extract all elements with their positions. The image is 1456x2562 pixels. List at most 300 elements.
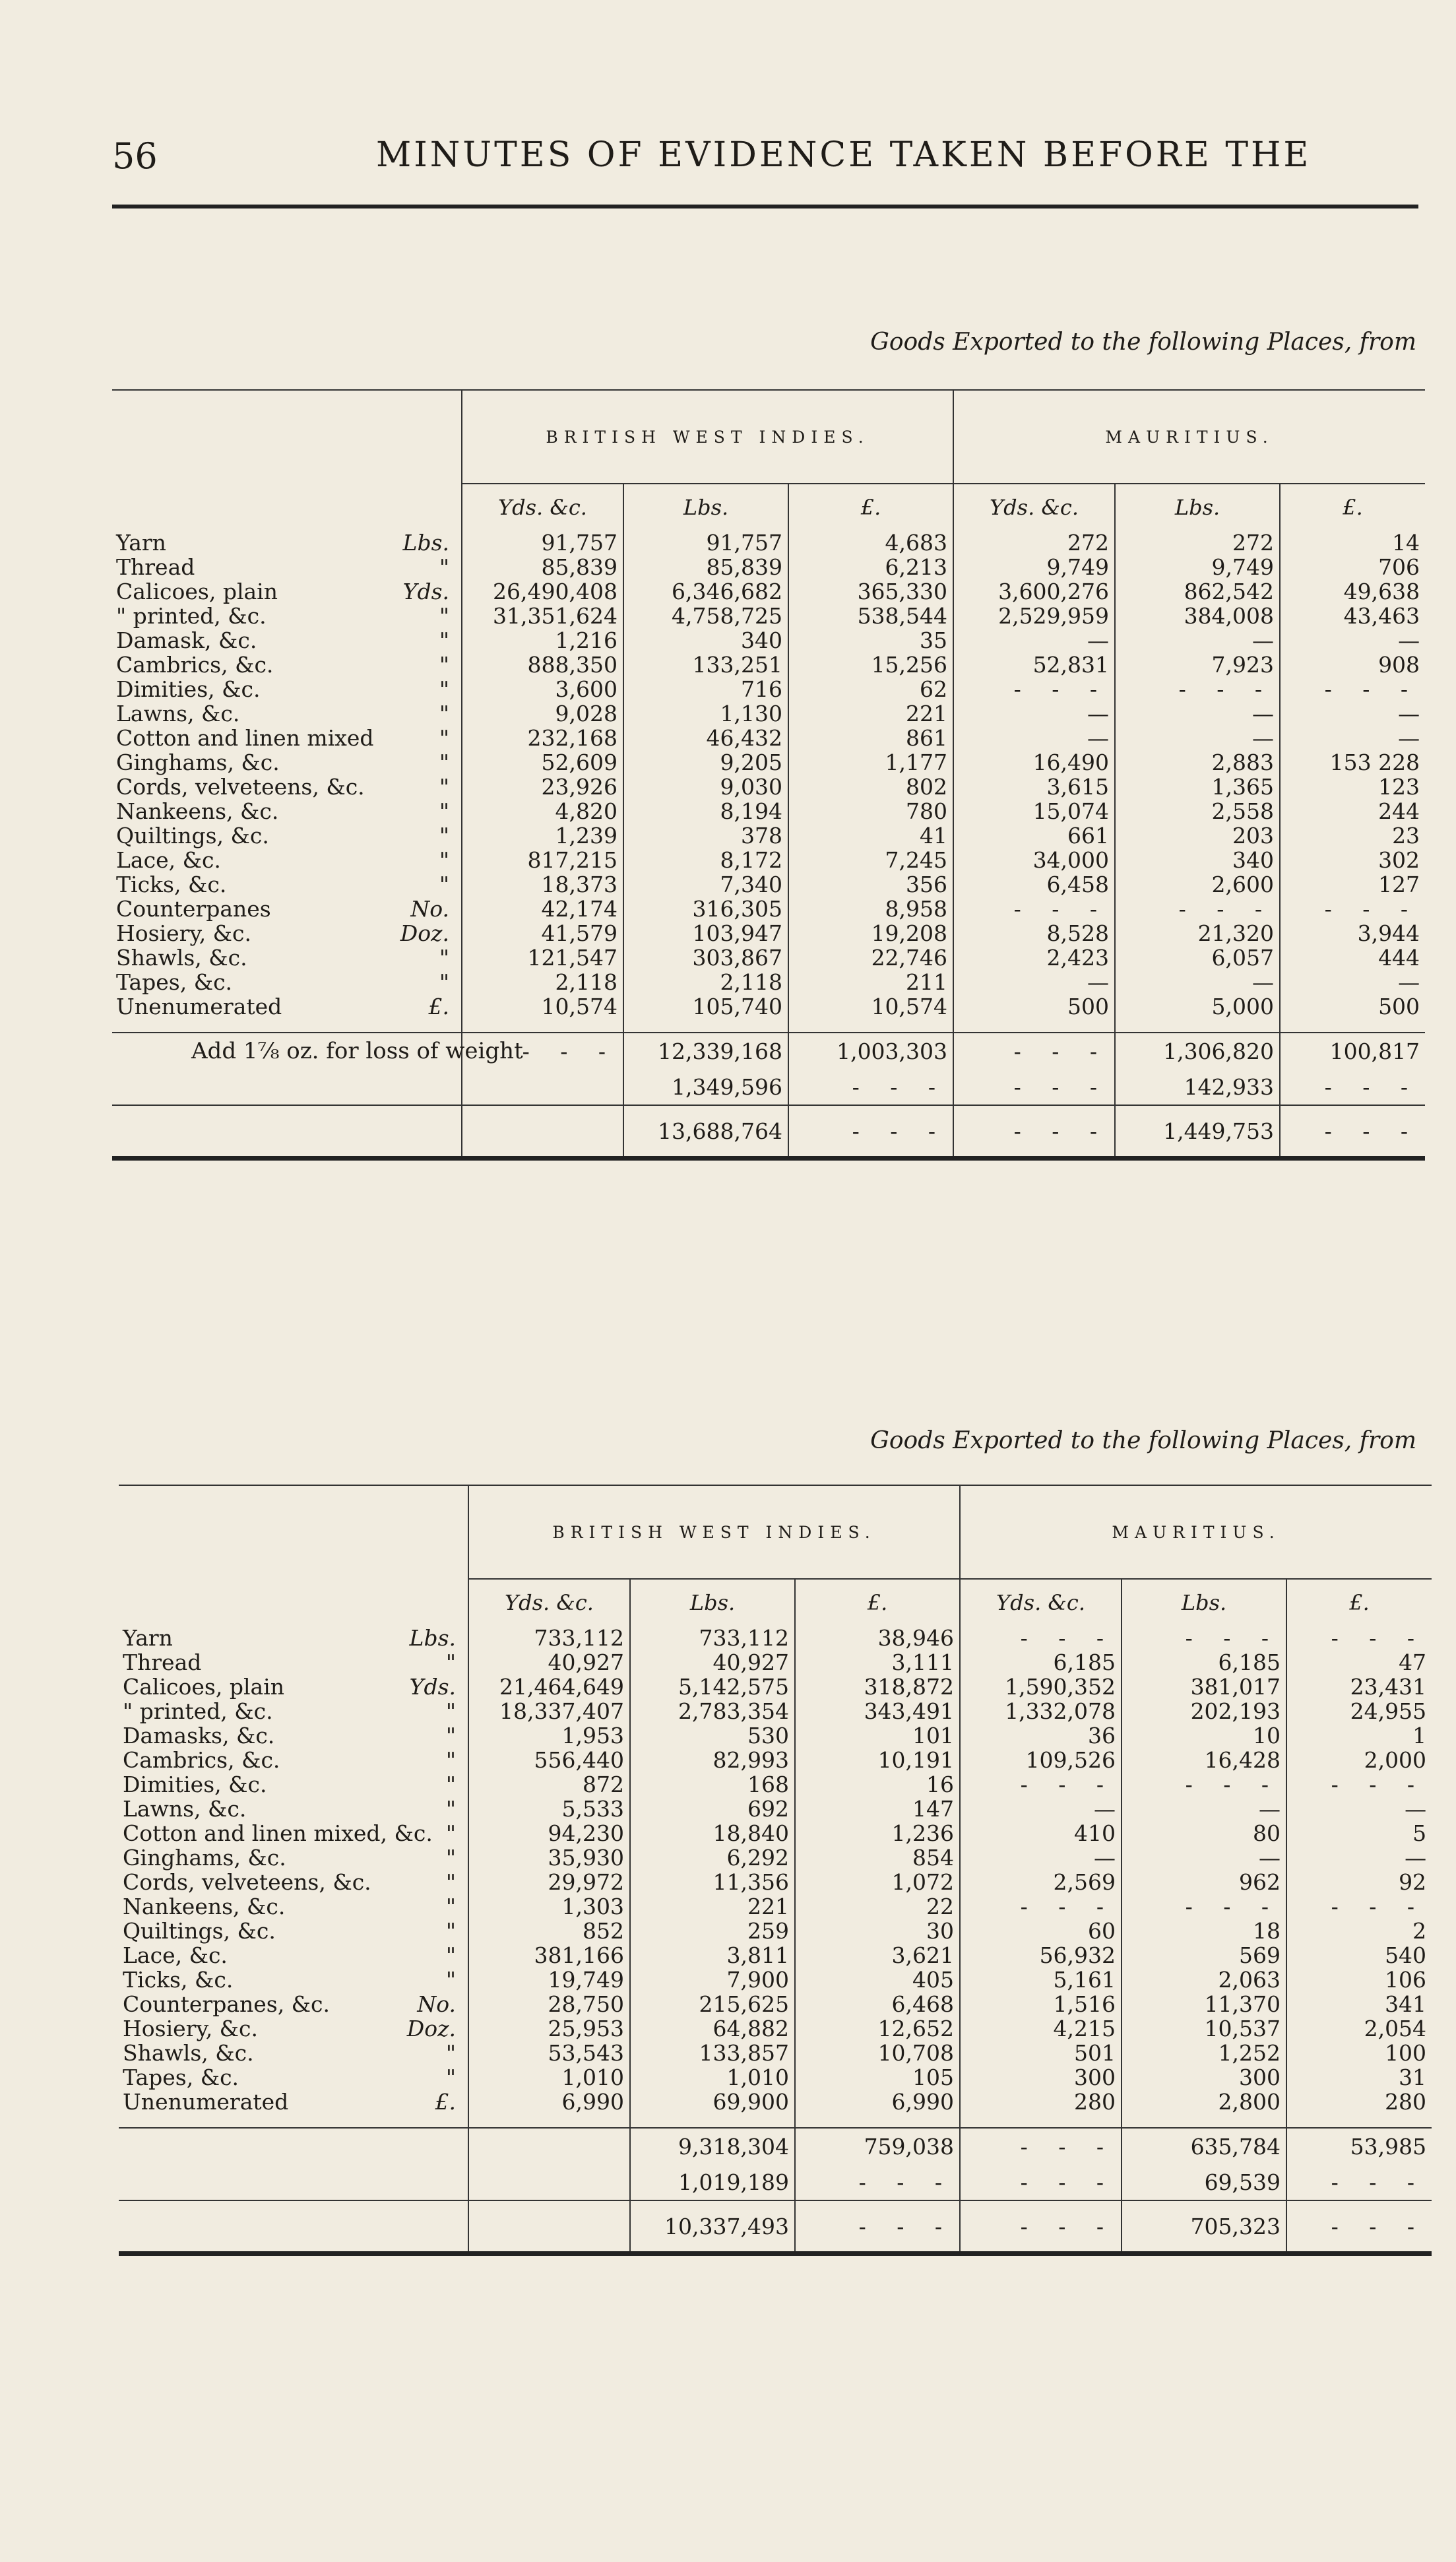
region-header-british-west-indies: BRITISH WEST INDIES. [462, 390, 953, 484]
unit-header: Lbs. [1115, 484, 1280, 530]
cell-value: 2,118 [462, 970, 623, 994]
add-label [119, 2128, 468, 2164]
cell-value: 69,900 [630, 2090, 795, 2114]
exports-table-1 [112, 389, 1425, 1161]
total-value: - - - [1280, 1105, 1425, 1159]
cell-value: 8,194 [623, 799, 788, 823]
cell-value: - - - [960, 1772, 1122, 1797]
cell-value: 356 [788, 872, 953, 897]
total-value: - - - [788, 1105, 953, 1159]
cell-value: - - - [1115, 897, 1280, 921]
row-label [112, 872, 462, 897]
cell-value: 31 [1286, 2065, 1432, 2090]
cell-value: — [1122, 1797, 1286, 1821]
item-unit: " [439, 701, 449, 726]
cell-value: 127 [1280, 872, 1425, 897]
table-row [112, 628, 1425, 653]
row-label [112, 994, 462, 1019]
item-name: Cambrics, &c. [116, 652, 274, 678]
row-label [119, 1626, 468, 1650]
item-unit: " [445, 1918, 456, 1944]
cell-value: — [953, 701, 1115, 726]
spacer-cell [960, 2114, 1122, 2128]
cell-value: 9,028 [462, 701, 623, 726]
item-unit: £. [435, 2089, 456, 2115]
row-label [119, 1870, 468, 1894]
item-unit: Doz. [400, 920, 449, 946]
row-label [112, 628, 462, 653]
cell-value: 2,529,959 [953, 604, 1115, 628]
cell-value: - - - [1122, 1894, 1286, 1919]
cell-value: - - - [953, 897, 1115, 921]
row-label [119, 1650, 468, 1675]
cell-value: 35,930 [468, 1845, 630, 1870]
cell-value: 872 [468, 1772, 630, 1797]
item-name: Ginghams, &c. [116, 750, 280, 775]
cell-value: 2,783,354 [630, 1699, 795, 1723]
table-1-caption: Goods Exported to the following Places, from [870, 329, 1416, 356]
cell-value: 6,990 [468, 2090, 630, 2114]
cell-value: 52,609 [462, 750, 623, 775]
unit-header: Yds. &c. [960, 1579, 1122, 1626]
cell-value: 6,468 [795, 1992, 960, 2016]
cell-value: 244 [1280, 799, 1425, 823]
row-label [112, 750, 462, 775]
row-label [112, 945, 462, 970]
table-row [119, 1943, 1432, 1968]
item-name: Hosiery, &c. [116, 920, 252, 946]
total-value: - - - [1286, 2200, 1432, 2254]
cell-value: 410 [960, 1821, 1122, 1845]
row-label [119, 1675, 468, 1699]
cell-value: 62 [788, 677, 953, 701]
item-unit: " [445, 1845, 456, 1871]
row-label [119, 1992, 468, 2016]
table-row [119, 1992, 1432, 2016]
total-value: 1,449,753 [1115, 1105, 1280, 1159]
cell-value: 2,054 [1286, 2016, 1432, 2041]
item-name: Cotton and linen mixed, &c. [123, 1820, 433, 1846]
item-unit: " [445, 1772, 456, 1797]
cell-value: 861 [788, 726, 953, 750]
table-row [112, 848, 1425, 872]
row-label-header [119, 1485, 468, 1579]
cell-value: 47 [1286, 1650, 1432, 1675]
item-name: Damasks, &c. [123, 1723, 275, 1748]
table-row [119, 1894, 1432, 1919]
cell-value: — [953, 970, 1115, 994]
cell-value: - - - [1280, 677, 1425, 701]
table-row [119, 1870, 1432, 1894]
sum-value [462, 1069, 623, 1105]
cell-value: — [1280, 970, 1425, 994]
cell-value: 1,130 [623, 701, 788, 726]
row-label [112, 579, 462, 604]
cell-value: 30 [795, 1919, 960, 1943]
table-row [112, 530, 1425, 555]
sum-value [468, 2128, 630, 2164]
cell-value: 21,320 [1115, 921, 1280, 945]
sum-value: - - - [788, 1069, 953, 1105]
cell-value: 6,057 [1115, 945, 1280, 970]
cell-value: 2,423 [953, 945, 1115, 970]
cell-value: 6,185 [960, 1650, 1122, 1675]
sum-value: - - - [1286, 2164, 1432, 2200]
cell-value: 14 [1280, 530, 1425, 555]
cell-value: 7,923 [1115, 653, 1280, 677]
sum-value: 142,933 [1115, 1069, 1280, 1105]
cell-value: 3,615 [953, 775, 1115, 799]
cell-value: 82,993 [630, 1748, 795, 1772]
cell-value: 4,215 [960, 2016, 1122, 2041]
page-header [112, 135, 1418, 195]
total-row [112, 1105, 1425, 1159]
add-row [112, 1033, 1425, 1069]
cell-value: 303,867 [623, 945, 788, 970]
cell-value: 52,831 [953, 653, 1115, 677]
total-value: 10,337,493 [630, 2200, 795, 2254]
cell-value: 1,236 [795, 1821, 960, 1845]
item-name: Calicoes, plain [116, 579, 278, 604]
cell-value: 6,292 [630, 1845, 795, 1870]
sum-value: 69,539 [1122, 2164, 1286, 2200]
item-name: Dimities, &c. [116, 676, 261, 702]
row-label [112, 530, 462, 555]
row-label [112, 799, 462, 823]
cell-value: 6,458 [953, 872, 1115, 897]
table-row [119, 1675, 1432, 1699]
cell-value: 8,172 [623, 848, 788, 872]
sum-value: 1,019,189 [630, 2164, 795, 2200]
table-row [119, 1699, 1432, 1723]
cell-value: 153 228 [1280, 750, 1425, 775]
spacer-cell [468, 2114, 630, 2128]
add-row [119, 2128, 1432, 2164]
spacer-row [112, 1019, 1425, 1033]
item-unit: No. [417, 1991, 456, 2017]
spacer-label [112, 1019, 462, 1033]
item-name: Damask, &c. [116, 627, 257, 653]
cell-value: 11,356 [630, 1870, 795, 1894]
cell-value: 854 [795, 1845, 960, 1870]
item-name: Quiltings, &c. [123, 1918, 276, 1944]
cell-value: 123 [1280, 775, 1425, 799]
row-label [119, 1699, 468, 1723]
cell-value: 36 [960, 1723, 1122, 1748]
table-row [119, 1797, 1432, 1821]
cell-value: 272 [1115, 530, 1280, 555]
table-row [112, 945, 1425, 970]
cell-value: 9,749 [1115, 555, 1280, 579]
item-name: Cords, velveteens, &c. [116, 774, 365, 800]
cell-value: 538,544 [788, 604, 953, 628]
cell-value: 18 [1122, 1919, 1286, 1943]
cell-value: 5 [1286, 1821, 1432, 1845]
cell-value: 49,638 [1280, 579, 1425, 604]
cell-value: - - - [960, 1894, 1122, 1919]
item-unit: " [445, 1698, 456, 1724]
cell-value: 41 [788, 823, 953, 848]
cell-value: 569 [1122, 1943, 1286, 1968]
item-unit: " [439, 603, 449, 629]
cell-value: 16,490 [953, 750, 1115, 775]
cell-value: 29,972 [468, 1870, 630, 1894]
spacer-label [119, 2114, 468, 2128]
cell-value: 3,600 [462, 677, 623, 701]
cell-value: 1,516 [960, 1992, 1122, 2016]
unit-header: Yds. &c. [953, 484, 1115, 530]
item-unit: " [439, 554, 449, 580]
row-label [112, 897, 462, 921]
spacer-cell [1280, 1019, 1425, 1033]
row-label [112, 848, 462, 872]
cell-value: 733,112 [630, 1626, 795, 1650]
spacer-cell [630, 2114, 795, 2128]
cell-value: - - - [960, 1626, 1122, 1650]
item-name: Quiltings, &c. [116, 823, 269, 849]
spacer-cell [795, 2114, 960, 2128]
cell-value: 211 [788, 970, 953, 994]
item-unit: " [445, 2040, 456, 2066]
unit-header: Lbs. [623, 484, 788, 530]
item-name: Lace, &c. [116, 847, 221, 873]
total-value: 13,688,764 [623, 1105, 788, 1159]
cell-value: 1,303 [468, 1894, 630, 1919]
header-rule [112, 205, 1418, 208]
cell-value: 10,574 [788, 994, 953, 1019]
row-label [112, 775, 462, 799]
cell-value: 35 [788, 628, 953, 653]
item-unit: " [445, 1869, 456, 1895]
unit-header: Lbs. [1122, 1579, 1286, 1626]
table-row [112, 775, 1425, 799]
cell-value: 6,990 [795, 2090, 960, 2114]
cell-value: 203 [1115, 823, 1280, 848]
cell-value: 4,820 [462, 799, 623, 823]
cell-value: 25,953 [468, 2016, 630, 2041]
cell-value: 2,558 [1115, 799, 1280, 823]
cell-value: 733,112 [468, 1626, 630, 1650]
cell-value: 908 [1280, 653, 1425, 677]
sum-value: 1,003,303 [788, 1033, 953, 1069]
cell-value: — [960, 1797, 1122, 1821]
cell-value: 280 [1286, 2090, 1432, 2114]
cell-value: 28,750 [468, 1992, 630, 2016]
table-row [119, 1919, 1432, 1943]
item-name: Unenumerated [123, 2089, 289, 2115]
cell-value: 9,205 [623, 750, 788, 775]
cell-value: 5,161 [960, 1968, 1122, 1992]
spacer-cell [953, 1019, 1115, 1033]
item-unit: " [445, 1894, 456, 1919]
cell-value: 133,251 [623, 653, 788, 677]
total-value: - - - [960, 2200, 1122, 2254]
spacer-cell [623, 1019, 788, 1033]
row-label [119, 1797, 468, 1821]
item-unit: " [439, 969, 449, 995]
cell-value: 852 [468, 1919, 630, 1943]
item-unit: " [445, 1820, 456, 1846]
cell-value: 15,256 [788, 653, 953, 677]
cell-value: 1,216 [462, 628, 623, 653]
item-name: Unenumerated [116, 994, 282, 1019]
cell-value: 103,947 [623, 921, 788, 945]
unit-header-row [112, 484, 1425, 530]
cell-value: 133,857 [630, 2041, 795, 2065]
cell-value: 80 [1122, 1821, 1286, 1845]
item-unit: £. [428, 994, 449, 1019]
unit-header: £. [795, 1579, 960, 1626]
item-name: Cords, velveteens, &c. [123, 1869, 371, 1895]
item-name: Nankeens, &c. [123, 1894, 286, 1919]
table-row [112, 726, 1425, 750]
item-name: Counterpanes [116, 896, 271, 922]
cell-value: 817,215 [462, 848, 623, 872]
cell-value: - - - [1280, 897, 1425, 921]
row-label [119, 2041, 468, 2065]
cell-value: 16 [795, 1772, 960, 1797]
cell-value: 10,191 [795, 1748, 960, 1772]
table-row [112, 579, 1425, 604]
region-header-mauritius: MAURITIUS. [953, 390, 1425, 484]
cell-value: 300 [960, 2065, 1122, 2090]
row-label [112, 604, 462, 628]
exports-table-2 [119, 1485, 1432, 2256]
cell-value: 10,708 [795, 2041, 960, 2065]
item-unit: " [445, 1747, 456, 1773]
cell-value: 381,017 [1122, 1675, 1286, 1699]
cell-value: — [1115, 701, 1280, 726]
cell-value: 106 [1286, 1968, 1432, 1992]
row-label [119, 2065, 468, 2090]
add-label [112, 1069, 462, 1105]
cell-value: 341 [1286, 1992, 1432, 2016]
item-unit: Yds. [402, 579, 449, 604]
item-unit: " [445, 1796, 456, 1822]
cell-value: - - - [1286, 1894, 1432, 1919]
cell-value: - - - [1115, 677, 1280, 701]
cell-value: 40,927 [468, 1650, 630, 1675]
cell-value: 23,431 [1286, 1675, 1432, 1699]
unit-label-blank [112, 484, 462, 530]
table-row [119, 2090, 1432, 2114]
cell-value: 300 [1122, 2065, 1286, 2090]
item-unit: Doz. [406, 2016, 456, 2041]
row-label [119, 1845, 468, 1870]
cell-value: 661 [953, 823, 1115, 848]
page-number: 56 [112, 135, 158, 177]
cell-value: 101 [795, 1723, 960, 1748]
cell-value: — [1286, 1797, 1432, 1821]
row-label [112, 677, 462, 701]
cell-value: 862,542 [1115, 579, 1280, 604]
cell-value: 272 [953, 530, 1115, 555]
sum-value: 759,038 [795, 2128, 960, 2164]
row-label [119, 1772, 468, 1797]
cell-value: 38,946 [795, 1626, 960, 1650]
unit-header: £. [1280, 484, 1425, 530]
item-name: Yarn [123, 1625, 173, 1651]
item-unit: Lbs. [409, 1625, 456, 1651]
row-label-header [112, 390, 462, 484]
table-row [119, 2016, 1432, 2041]
spacer-cell [788, 1019, 953, 1033]
cell-value: 1 [1286, 1723, 1432, 1748]
item-name: Ginghams, &c. [123, 1845, 286, 1871]
table-row [119, 1626, 1432, 1650]
cell-value: — [1280, 628, 1425, 653]
item-unit: " [439, 627, 449, 653]
total-value [462, 1105, 623, 1159]
spacer-cell [462, 1019, 623, 1033]
sum-value: 12,339,168 [623, 1033, 788, 1069]
item-name: Lawns, &c. [116, 701, 240, 726]
cell-value: 340 [623, 628, 788, 653]
cell-value: 343,491 [795, 1699, 960, 1723]
row-label [119, 1821, 468, 1845]
cell-value: 8,958 [788, 897, 953, 921]
item-name: Cambrics, &c. [123, 1747, 280, 1773]
row-label [119, 1968, 468, 1992]
sum-value: 1,306,820 [1115, 1033, 1280, 1069]
item-name: Tapes, &c. [123, 2065, 239, 2090]
item-name: Dimities, &c. [123, 1772, 267, 1797]
row-label [112, 653, 462, 677]
cell-value: 2,600 [1115, 872, 1280, 897]
table-row [112, 653, 1425, 677]
cell-value: 5,533 [468, 1797, 630, 1821]
cell-value: 10,574 [462, 994, 623, 1019]
cell-value: 716 [623, 677, 788, 701]
cell-value: 215,625 [630, 1992, 795, 2016]
cell-value: 26,490,408 [462, 579, 623, 604]
sum-value: 635,784 [1122, 2128, 1286, 2164]
cell-value: — [1280, 701, 1425, 726]
cell-value: 5,000 [1115, 994, 1280, 1019]
region-header-row [112, 390, 1425, 484]
cell-value: 302 [1280, 848, 1425, 872]
cell-value: 46,432 [623, 726, 788, 750]
item-unit: " [445, 1649, 456, 1675]
item-name: Thread [123, 1649, 202, 1675]
cell-value: 2,883 [1115, 750, 1280, 775]
add-row [119, 2164, 1432, 2200]
cell-value: 6,185 [1122, 1650, 1286, 1675]
unit-header-row [119, 1579, 1432, 1626]
item-unit: " [439, 872, 449, 897]
unit-header: £. [1286, 1579, 1432, 1626]
cell-value: 24,955 [1286, 1699, 1432, 1723]
add-label: Add 1⅞ oz. for loss of weight [112, 1033, 462, 1069]
table-row [112, 970, 1425, 994]
cell-value: — [1280, 726, 1425, 750]
total-value: - - - [953, 1105, 1115, 1159]
cell-value: 2,569 [960, 1870, 1122, 1894]
item-unit: " [439, 774, 449, 800]
item-name: Yarn [116, 530, 166, 556]
item-unit: " [439, 798, 449, 824]
row-label [112, 726, 462, 750]
unit-label-blank [119, 1579, 468, 1626]
add-row [112, 1069, 1425, 1105]
cell-value: 318,872 [795, 1675, 960, 1699]
item-name: Ticks, &c. [123, 1967, 234, 1993]
item-unit: No. [410, 896, 449, 922]
cell-value: 405 [795, 1968, 960, 1992]
row-label [112, 921, 462, 945]
table-row [119, 2041, 1432, 2065]
table-row [112, 921, 1425, 945]
